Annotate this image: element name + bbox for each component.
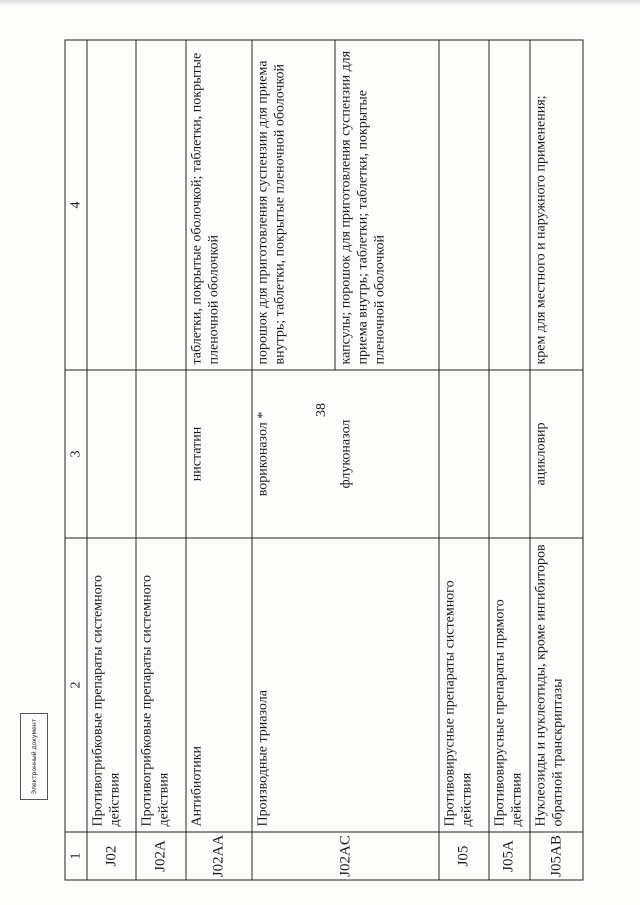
table-container — [64, 40, 583, 880]
atc-code: J05AB — [530, 832, 583, 880]
drug-table — [64, 40, 583, 881]
page-number: 38 — [314, 403, 329, 417]
inn-name: нистатин — [186, 370, 252, 538]
header-cell: 2 — [65, 538, 87, 832]
dosage-forms: крем для местного и наружного применения; — [530, 40, 583, 370]
group-name: Противовирусные препараты прямого действия — [488, 538, 529, 832]
dosage-forms — [438, 40, 488, 370]
group-name: Противовирусные препараты системного действия — [438, 538, 488, 832]
inn-name — [86, 370, 136, 538]
document-footer — [8, 0, 28, 585]
dosage-forms: порошок для приготовления суспензии для приема внутрь; таблетки, покрытые пленочной оболочкой — [252, 40, 335, 370]
atc-code: J02AC — [252, 832, 438, 880]
group-name: Противогрибковые препараты системного действия — [136, 538, 186, 832]
table-row — [136, 40, 186, 880]
inn-name — [488, 370, 529, 538]
group-name: Противогрибковые препараты системного действия — [86, 538, 136, 832]
inn-name: флуконазол — [335, 370, 439, 538]
atc-code: J05 — [438, 832, 488, 880]
inn-name: вориконазол * — [252, 370, 335, 538]
header-row — [65, 40, 87, 880]
table-row — [186, 40, 252, 880]
group-name: Нуклеозиды и нуклеотиды, кроме ингибиторов обратной транскриптазы — [530, 538, 583, 832]
table-row — [252, 40, 335, 880]
atc-code: J02 — [86, 832, 136, 880]
header-cell: 3 — [65, 370, 87, 538]
table-row — [438, 40, 488, 880]
table-row — [86, 40, 136, 880]
dosage-forms — [136, 40, 186, 370]
inn-name — [136, 370, 186, 538]
dosage-forms — [488, 40, 529, 370]
inn-name: ацикловир — [530, 370, 583, 538]
dosage-forms — [86, 40, 136, 370]
atc-code: J02AA — [186, 832, 252, 880]
table-row — [530, 40, 583, 880]
header-cell: 1 — [65, 832, 87, 880]
header-cell: 4 — [65, 40, 87, 370]
scan-edge — [0, 0, 640, 6]
atc-code: J02A — [136, 832, 186, 880]
inn-name — [438, 370, 488, 538]
atc-code: J05A — [488, 832, 529, 880]
dosage-forms: капсулы; порошок для приготовления суспензии для приема внутрь; таблетки; таблетки, покрытые пленочной оболочкой — [335, 40, 439, 370]
group-name: Производные триазола — [252, 538, 438, 832]
table-row — [488, 40, 529, 880]
stamp-text: Электронный документ — [30, 718, 38, 795]
electronic-document-stamp — [20, 713, 48, 800]
group-name: Антибиотики — [186, 538, 252, 832]
dosage-forms: таблетки, покрытые оболочкой; таблетки, покрытые пленочной оболочкой — [186, 40, 252, 370]
